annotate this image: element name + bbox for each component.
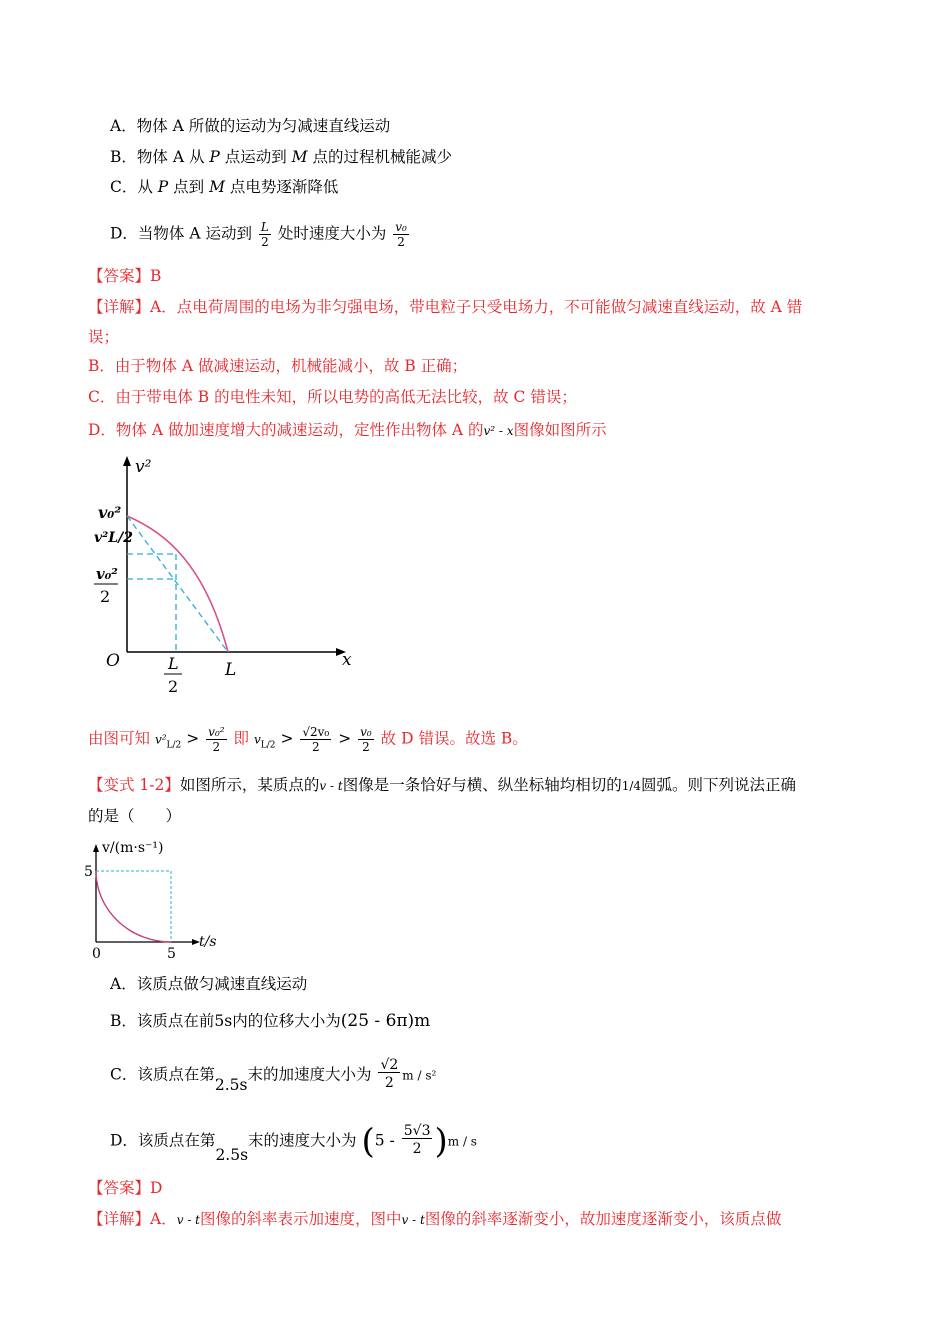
q1-explain-a2 [88, 327, 119, 347]
q2-stem-line2-text: 的是（ ） [88, 807, 182, 825]
vt-y-tick: 5 [84, 864, 93, 880]
explain-d-post: 图像如图所示 [513, 421, 607, 439]
q2-option-b-5s: 5s [214, 1012, 233, 1030]
explain-label: 【详解】 [88, 1210, 151, 1228]
explain-a-pre: A． [150, 1210, 177, 1228]
y-axis-arrow [123, 456, 131, 466]
q2-option-b [110, 1011, 430, 1031]
q2-option-c-time: 2.5s [214, 1075, 248, 1094]
frac-den: 2 [378, 1072, 400, 1093]
q1-option-c [110, 177, 338, 197]
x-tick-half-num: L [168, 654, 179, 673]
vt-y-arrow [93, 844, 99, 852]
v-t-graph [82, 836, 232, 964]
frac-num: v₀ [360, 725, 372, 739]
frac-num: v₀² [208, 725, 225, 739]
q2-answer [88, 1178, 162, 1198]
q2-option-d-expr: 5 - [374, 1131, 395, 1150]
frac-den: 2 [397, 235, 405, 249]
vt-x-label: t/s [199, 934, 217, 950]
vt-origin: 0 [92, 946, 101, 962]
frac-den: 2 [212, 740, 221, 754]
q1-option-c-p: P [157, 178, 169, 196]
q1-option-d-mid: 处时速度大小为 [277, 224, 387, 243]
q2-option-d-mid: 末的速度大小为 [248, 1131, 357, 1150]
explain-a-line1: A．点电荷周围的电场为非匀强电场，带电粒子只受电场力，不可能做匀减速直线运动，故 A 错 [150, 298, 803, 316]
q1-option-b-pre: B．物体 A 从 [110, 148, 210, 166]
q2-option-b-pre: B．该质点在前 [110, 1012, 215, 1030]
q2-stem-line2 [88, 806, 181, 826]
q2-explain-a [88, 1209, 781, 1230]
y-tick-v0sq: v₀² [98, 503, 122, 522]
explain-a-mid: 图像的斜率表示加速度，图中 [200, 1210, 402, 1228]
frac-den: 2 [362, 740, 370, 754]
origin-label: O [106, 651, 120, 671]
explain-d-math: v² - x [483, 424, 514, 438]
q1-explain-b [88, 356, 467, 376]
q2-option-d-pre: D．该质点在第 [110, 1131, 216, 1150]
q2-option-c-unit: m / s² [402, 1068, 437, 1083]
frac-num: √2v₀ [302, 725, 330, 739]
q2-stem-mid: 图像是一条恰好与横、纵坐标轴均相切的 [342, 776, 622, 794]
gt-3: > [338, 729, 352, 748]
x-tick-L: L [225, 660, 237, 680]
q2-option-d-unit: m / s [447, 1134, 477, 1149]
gt-2: > [280, 729, 294, 748]
q1-option-c-post: 点电势逐渐降低 [224, 178, 339, 196]
frac-den: 2 [402, 1138, 433, 1159]
explain-c: C．由于带电体 B 的电性未知，所以电势的高低无法比较，故 C 错误； [88, 388, 577, 406]
q2-option-c [110, 1058, 436, 1093]
q2-option-d [110, 1121, 477, 1164]
conclusion-frac2 [300, 725, 331, 754]
answer-value: B [150, 267, 162, 285]
conclusion-v: v [253, 732, 261, 747]
y-tick-half-den: 2 [100, 587, 111, 606]
explain-d-pre: D．物体 A 做加速度增大的减速运动，定性作出物体 A 的 [88, 421, 484, 439]
q1-explain-c [88, 387, 577, 407]
q2-stem-line1 [88, 775, 796, 796]
conclusion-sub-2: L/2 [260, 740, 276, 751]
vt-arc [96, 871, 171, 942]
q1-explain-a1 [88, 297, 802, 317]
y-tick-half-num: v₀² [96, 565, 118, 583]
explain-a-math1: v - t [176, 1213, 201, 1227]
frac-num: v₀ [395, 220, 407, 234]
conclusion-post: 故 D 错误。故选 B。 [380, 729, 528, 748]
q2-stem-pre: 如图所示，某质点的 [179, 776, 320, 794]
q1-option-a-text: A．物体 A 所做的运动为匀减速直线运动 [110, 117, 391, 135]
q1-option-b-p: P [209, 148, 220, 166]
q2-stem-post: 圆弧。则下列说法正确 [641, 776, 797, 794]
q1-option-b-mid: 点运动到 [219, 148, 292, 166]
q2-option-a [110, 974, 307, 994]
q2-stem-math: v - t [319, 779, 343, 793]
explain-a-post: 图像的斜率逐渐变小，故加速度逐渐变小，该质点做 [424, 1210, 782, 1228]
q1-option-b [110, 147, 452, 167]
frac-num: L [260, 220, 269, 234]
x-tick-half-den: 2 [168, 677, 179, 696]
q2-option-b-mid: 内的位移大小为 [232, 1012, 341, 1030]
conclusion-vsq: v² [154, 732, 167, 747]
q2-option-b-expr: (25 - 6π)m [340, 1011, 431, 1031]
gt-1: > [186, 729, 200, 748]
left-paren: ( [361, 1121, 375, 1162]
q2-option-d-frac [402, 1124, 433, 1159]
q1-option-a [110, 116, 390, 136]
q2-stem-frac: 1/4 [621, 779, 642, 793]
q2-option-d-time: 2.5s [215, 1145, 249, 1164]
q1-option-c-m: M [209, 178, 225, 196]
q1-option-d-frac1 [259, 220, 271, 249]
vt-y-label: v/(m·s⁻¹) [102, 840, 164, 856]
q1-option-b-m: M [291, 148, 308, 166]
q1-explain-d [88, 420, 607, 441]
q2-option-c-frac [378, 1058, 400, 1093]
y-tick-vL2: v²L/2 [94, 530, 133, 546]
y-axis-label: v² [135, 457, 152, 477]
conclusion-sub: L/2 [166, 740, 182, 751]
answer-label: 【答案】 [88, 1179, 151, 1197]
frac-den: 2 [261, 235, 269, 249]
explain-a-line2: 误； [88, 328, 120, 346]
explain-b: B．由于物体 A 做减速运动，机械能减小，故 B 正确； [88, 357, 468, 375]
q2-option-c-pre: C．该质点在第 [110, 1065, 215, 1084]
q1-option-d [110, 220, 411, 249]
q1-option-b-post: 点的过程机械能减少 [307, 148, 452, 166]
conclusion-frac3 [358, 725, 374, 754]
straight-dashed-line [127, 516, 228, 652]
q1-conclusion [88, 725, 528, 756]
vt-x-tick: 5 [167, 946, 176, 962]
v2-x-graph [90, 452, 360, 702]
q1-option-c-mid: 点到 [168, 178, 210, 196]
q2-label: 【变式 1-2】 [88, 776, 180, 794]
q1-option-d-pre: D．当物体 A 运动到 [110, 224, 252, 243]
x-axis-label: x [342, 650, 352, 670]
frac-den: 2 [311, 740, 320, 754]
explain-a-math2: v - t [401, 1213, 425, 1227]
conclusion-pre: 由图可知 [88, 729, 151, 748]
answer-label: 【答案】 [88, 267, 151, 285]
conclusion-mid: 即 [233, 729, 250, 748]
q1-option-d-frac2 [393, 220, 409, 249]
explain-label: 【详解】 [88, 298, 151, 316]
q1-answer [88, 266, 161, 286]
frac-num: √2 [380, 1057, 399, 1073]
answer-value: D [150, 1179, 163, 1197]
frac-num: 5√3 [403, 1123, 431, 1139]
q2-option-c-mid: 末的加速度大小为 [247, 1065, 372, 1084]
q1-option-c-pre: C．从 [110, 178, 158, 196]
q2-option-a-text: A．该质点做匀减速直线运动 [110, 975, 308, 993]
conclusion-frac1 [206, 725, 226, 754]
right-paren: ) [434, 1121, 448, 1162]
